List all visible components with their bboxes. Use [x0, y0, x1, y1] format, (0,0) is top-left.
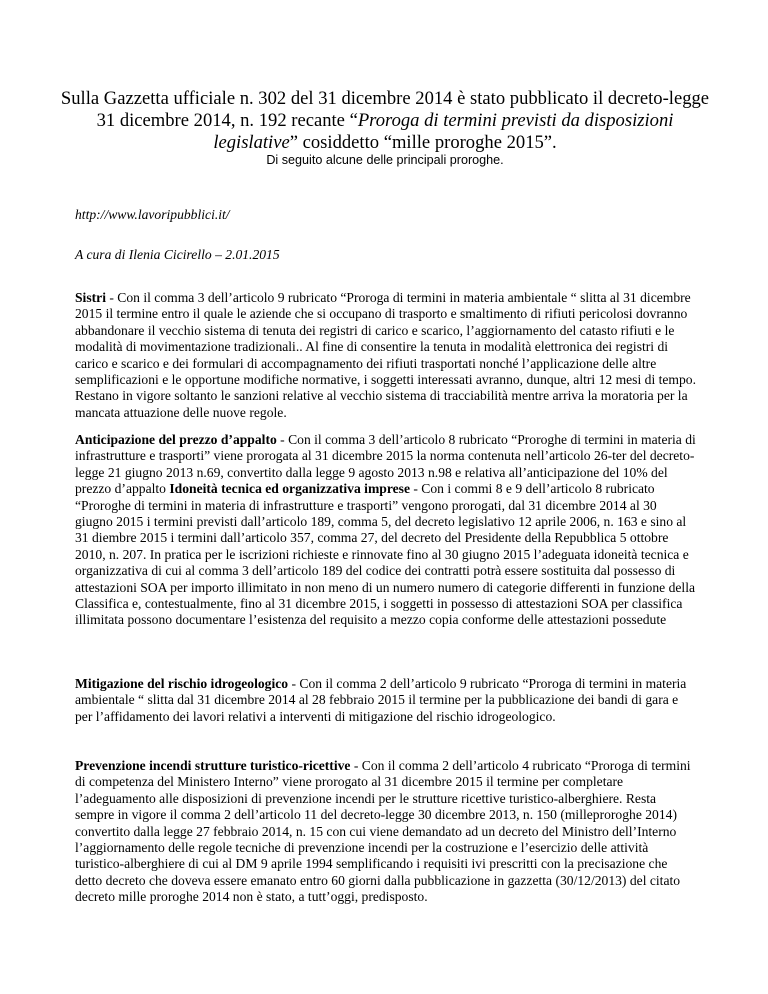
paragraph-mitigazione — [75, 676, 697, 725]
source-url-link[interactable]: http://www.lavoripubblici.it/ — [75, 207, 230, 222]
heading-mitigazione: Mitigazione del rischio idrogeologico — [75, 676, 289, 691]
body-sistri: - Con il comma 3 dell’articolo 9 rubricato “Proroga di termini in materia ambientale “ slitta al 31 dicembre 2015 il termine entro il quale le aziende che si occupano di trasporto e smaltimento di rifiuti pericolosi dovranno abbandonare il vecchio sistema di tenuta dei registri di carico e scarico, l’aggiornamento del catasto rifiuti e le modalità di movimentazione tradizionali.. Al fine di consentire la tenuta in modalità elettronica dei registri di carico e scarico e dei formulari di accompagnamento dei rifiuti trasportati nonché l’applicazione delle altre semplificazioni e le opportune modifiche normative, i soggetti interessati avranno, dunque, altri 12 mesi di tempo. Restano in vigore soltanto le sanzioni relative al vecchio sistema di tracciabilità mentre arriva la moratoria per la mancata attuazione delle nuove regole. — [75, 290, 696, 420]
body-anticipazione: - Con il comma 3 dell’articolo 8 rubricato “Proroghe di termini in materia di infrastrutture e trasporti” viene prorogata al 31 dicembre 2015 la norma contenuta nell’articolo 26-ter del decreto-legge 21 giugno 2013 n.69, convertito dalla legge 9 agosto 2013 n.98 e relativa all’anticipazione del 10% del prezzo d’appalto — [75, 432, 696, 497]
paragraph-prevenzione — [75, 758, 697, 906]
title-text-italic: Proroga di termini previsti da disposizioni legislative — [213, 110, 674, 153]
body-prevenzione: - Con il comma 2 dell’articolo 4 rubricato “Proroga di termini di competenza del Ministero Interno” viene prorogato al 31 dicembre 2015 il termine per completare l’adeguamento alle disposizioni di prevenzione incendi per le strutture ricettive turistico-alberghiere. Resta sempre in vigore il comma 2 dell’articolo 11 del decreto-legge 30 dicembre 2013, n. 150 (milleproroghe 2014) convertito dalla legge 27 febbraio 2014, n. 15 con cui viene demandato ad un decreto del Ministro dell’Interno l’aggiornamento delle regole tecniche di prevenzione incendi per la costruzione e l’esercizio delle attività turistico-alberghiere di cui al DM 9 aprile 1994 semplificando i requisiti ivi prescritti con la precisazione che detto decreto che doveva essere emanato entro 60 giorni dalla pubblicazione in gazzetta (30/12/2013) del citato decreto mille proroghe 2014 non è stato, a tutt’oggi, predisposto. — [75, 758, 691, 905]
source-url[interactable] — [75, 206, 230, 224]
document-subtitle: Di seguito alcune delle principali proroghe. — [266, 153, 504, 167]
heading-anticipazione: Anticipazione del prezzo d’appalto — [75, 432, 277, 447]
heading-sistri: Sistri — [75, 290, 106, 305]
heading-idoneita: Idoneità tecnica ed organizzativa imprese — [169, 481, 410, 497]
title-text-post: ” cosiddetto “mille proroghe 2015”. — [289, 132, 557, 153]
body-mitigazione: - Con il comma 2 dell’articolo 9 rubricato “Proroga di termini in materia ambientale “ slitta dal 31 dicembre 2014 al 28 febbraio 2015 il termine per la pubblicazione dei bandi di gara e per l’affidamento dei lavori relativi a interventi di mitigazione del rischio idrogeologico. — [75, 676, 687, 724]
title-text-pre: Sulla Gazzetta ufficiale n. 302 del 31 dicembre 2014 è stato pubblicato il decreto-legge 31 dicembre 2014, n. 192 recante “ — [60, 88, 710, 131]
heading-prevenzione: Prevenzione incendi strutture turistico-ricettive — [75, 758, 351, 773]
document-title — [60, 88, 710, 154]
body-idoneita: - Con i commi 8 e 9 dell’articolo 8 rubricato “Proroghe di termini in materia di infrastrutture e trasporti” vengono prorogati, dal 31 dicembre 2014 al 30 giugno 2015 i termini previsti dall’articolo 189, comma 5, del decreto legislativo 12 aprile 2006, n. 163 e sino al 31 diembre 2015 i termini dall’articolo 357, comma 27, del decreto del Presidente della Repubblica 5 ottobre 2010, n. 207. In pratica per le iscrizioni richieste e rinnovate fino al 30 giugno 2015 l’adeguata idoneità tecnica e organizzativa di cui al comma 3 dell’articolo 189 del codice dei contratti potrà essere sostituita dal possesso di attestazioni SOA per importo illimitato in non meno di un numero numero di categorie differenti in funzione della Classifica e, contestualmente, fino al 31 dicembre 2015, i soggetti in possesso di attestazioni SOA per classifica illimitata possono documentare l’esistenza del requisito a mezzo copia conforme delle attestazioni possedute — [75, 481, 696, 628]
paragraph-sistri — [75, 290, 697, 421]
author-line: A cura di Ilenia Cicirello – 2.01.2015 — [75, 247, 280, 262]
paragraph-anticipazione — [75, 432, 697, 629]
